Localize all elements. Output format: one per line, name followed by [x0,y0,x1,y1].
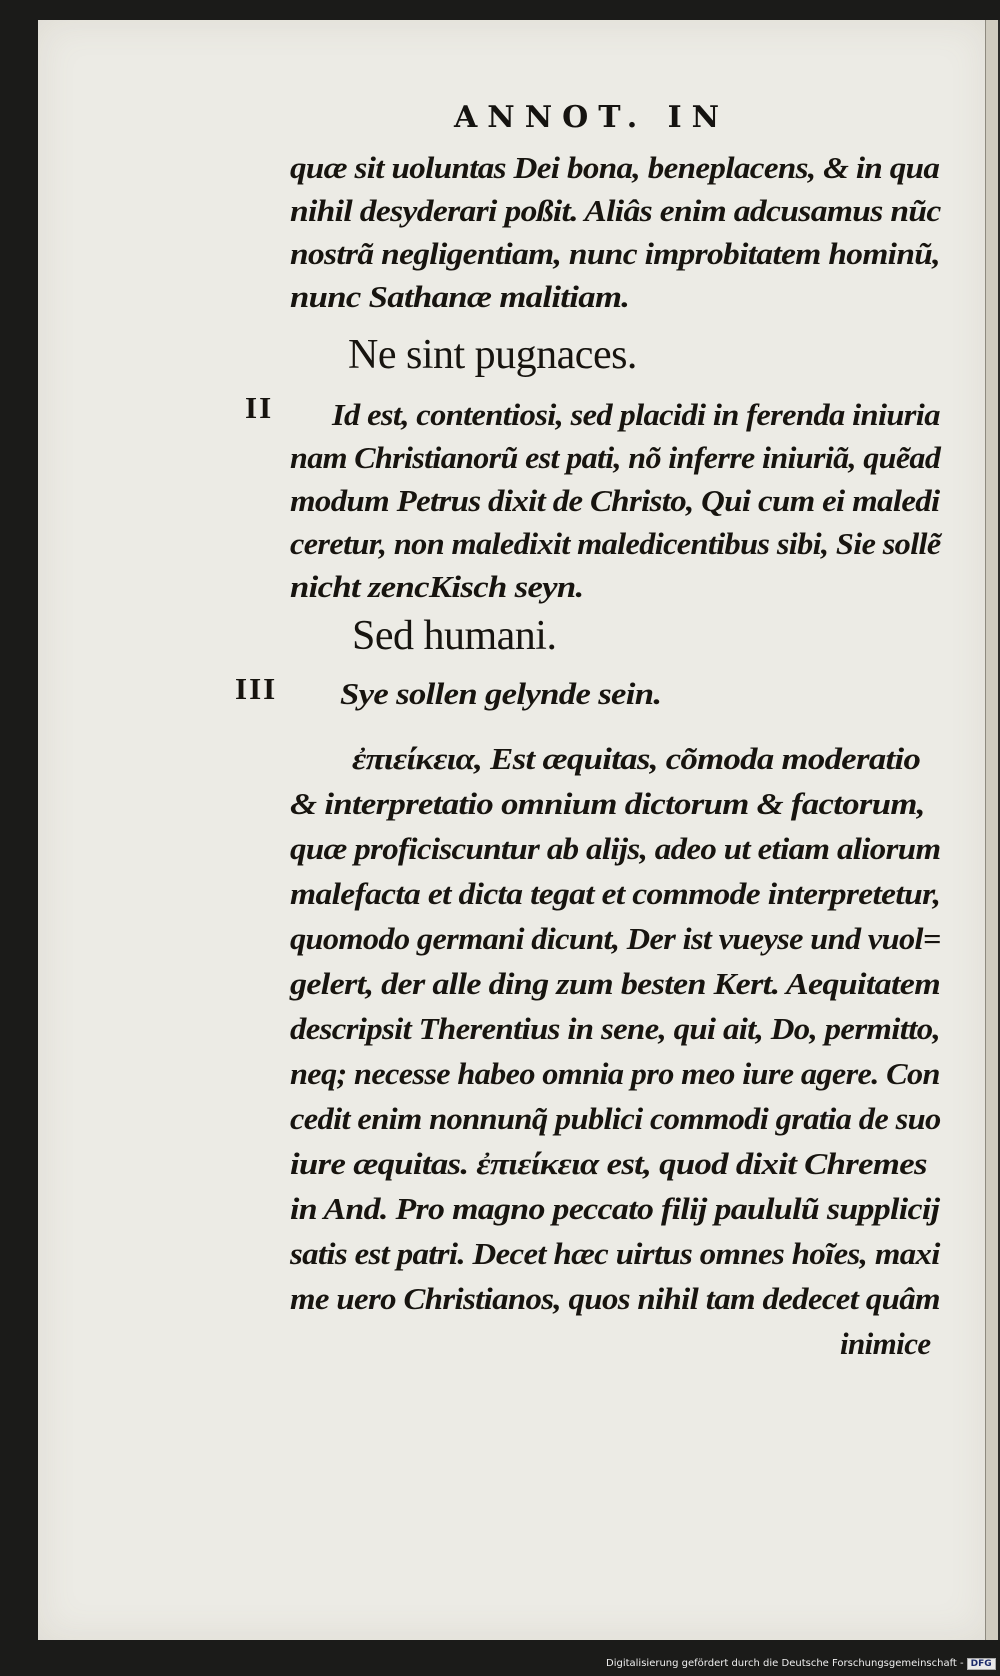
text-line: cedit enim nonnunq̃ publici commodi gratia de suo [290,1101,941,1136]
text-line: & interpretatio omnium dictorum & factorum, [290,786,925,821]
text-line: neq; necesse habeo omnia pro meo iure agere. Con [290,1056,940,1091]
text-line: Sye sollen gelynde sein. [340,676,662,711]
text-line: nostrã negligentiam, nunc improbitatem hominũ, [290,236,940,271]
text-line: quæ proficiscuntur ab alijs, adeo ut etiam aliorum [290,831,941,866]
credit-text: Digitalisierung gefördert durch die Deutsche Forschungsgemeinschaft - [606,1658,964,1669]
lemma-heading: Sed humani. [352,613,557,659]
text-line: ceretur, non maledixit maledicentibus sibi, Sie sollẽ [290,526,941,561]
text-line: in And. Pro magno peccato filij paululũ supplicij [290,1191,940,1226]
digitization-credit [606,1658,996,1670]
text-line: Id est, contentiosi, sed placidi in ferenda iniuria [332,397,940,432]
catchword: inimice [840,1326,931,1361]
lemma-heading: Ne sint pugnaces. [348,332,637,378]
text-line: gelert, der alle ding zum besten Kert. Aequitatem [290,966,941,1001]
text-line: ἐπιείκεια, Est æquitas, cõmoda moderatio [352,741,921,776]
text-line: nam Christianorũ est pati, nõ inferre iniuriã, quẽad [290,440,941,475]
text-line: me uero Christianos, quos nihil tam dedecet quâm [290,1281,940,1316]
text-line: nicht zencKisch seyn. [290,569,584,604]
text-line: iure æquitas. ἐπιείκεια est, quod dixit Chremes [290,1146,927,1181]
text-line: quomodo germani dicunt, Der ist vueyse und vuol= [290,921,941,956]
running-header: ANNOT. IN [454,100,730,135]
text-line: nunc Sathanæ malitiam. [290,279,630,314]
text-line: quæ sit uoluntas Dei bona, beneplacens, & in qua [290,150,940,185]
verse-numeral: III [235,671,278,706]
text-line: satis est patri. Decet hæc uirtus omnes hoĩes, maxi [290,1236,940,1271]
text-line: malefacta et dicta tegat et commode interpretetur, [290,876,941,911]
verse-numeral: II [245,390,274,425]
text-line: modum Petrus dixit de Christo, Qui cum ei maledi [290,483,940,518]
text-line: nihil desyderari poßit. Aliâs enim adcusamus nũc [290,193,941,228]
text-line: descripsit Therentius in sene, qui ait, Do, permitto, [290,1011,941,1046]
dfg-logo: DFG [967,1658,996,1670]
